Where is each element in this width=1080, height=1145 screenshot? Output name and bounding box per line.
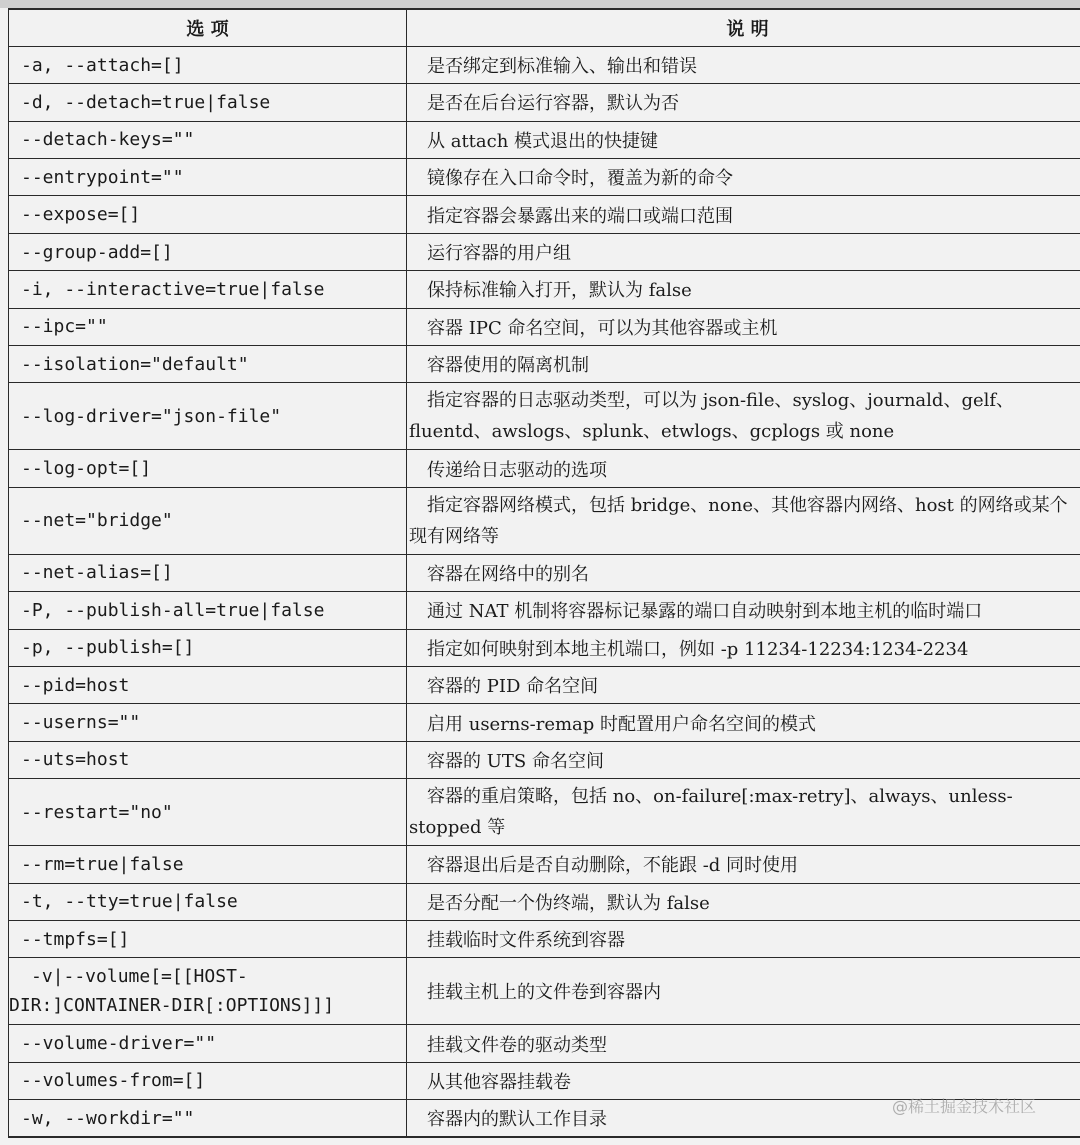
description-cell: 是否绑定到标准输入、输出和错误 (407, 46, 1080, 83)
table-row (9, 592, 1080, 629)
option-cell: --volume-driver="" (9, 1025, 407, 1062)
description-cell: 容器在网络中的别名 (407, 554, 1080, 591)
option-cell: --userns="" (9, 704, 407, 741)
option-cell: --rm=true|false (9, 846, 407, 883)
description-cell: 挂载主机上的文件卷到容器内 (407, 958, 1080, 1025)
table-row (9, 383, 1080, 450)
option-cell: -a, --attach=[] (9, 46, 407, 83)
description-cell: 容器使用的隔离机制 (407, 346, 1080, 383)
description-cell: 从其他容器挂载卷 (407, 1062, 1080, 1099)
description-cell: 是否在后台运行容器，默认为否 (407, 84, 1080, 121)
option-cell: --uts=host (9, 741, 407, 778)
option-cell: --log-opt=[] (9, 450, 407, 487)
option-cell: -p, --publish=[] (9, 629, 407, 666)
option-cell: --entrypoint="" (9, 159, 407, 196)
header-option: 选 项 (9, 9, 407, 46)
table-row (9, 450, 1080, 487)
table-row (9, 196, 1080, 233)
description-cell: 容器的重启策略，包括 no、on-failure[:max-retry]、always、unless-stopped 等 (407, 779, 1080, 846)
option-cell: --volumes-from=[] (9, 1062, 407, 1099)
option-cell: -v|--volume[=[[HOST-DIR:]CONTAINER-DIR[:OPTIONS]]] (9, 958, 407, 1025)
table-row (9, 666, 1080, 703)
description-cell: 容器退出后是否自动删除，不能跟 -d 同时使用 (407, 846, 1080, 883)
table-row (9, 121, 1080, 158)
table-row (9, 84, 1080, 121)
table-row (9, 920, 1080, 957)
description-cell: 容器内的默认工作目录 (407, 1100, 1080, 1137)
docker-run-options-table (8, 8, 1080, 1138)
table-row (9, 779, 1080, 846)
description-cell: 容器 IPC 命名空间，可以为其他容器或主机 (407, 308, 1080, 345)
description-cell: 容器的 PID 命名空间 (407, 666, 1080, 703)
description-cell: 挂载临时文件系统到容器 (407, 920, 1080, 957)
table-row (9, 554, 1080, 591)
option-cell: --restart="no" (9, 779, 407, 846)
watermark: @稀土掘金技术社区 (892, 1097, 1037, 1116)
header-description: 说 明 (407, 9, 1080, 46)
table-row (9, 46, 1080, 83)
table-row (9, 159, 1080, 196)
description-cell: 指定如何映射到本地主机端口，例如 -p 11234-12234:1234-2234 (407, 629, 1080, 666)
description-cell: 保持标准输入打开，默认为 false (407, 271, 1080, 308)
table-row (9, 1025, 1080, 1062)
description-cell: 传递给日志驱动的选项 (407, 450, 1080, 487)
option-cell: -i, --interactive=true|false (9, 271, 407, 308)
option-cell: --net="bridge" (9, 487, 407, 554)
option-cell: --group-add=[] (9, 233, 407, 270)
option-cell: --expose=[] (9, 196, 407, 233)
option-cell: -d, --detach=true|false (9, 84, 407, 121)
option-cell: -t, --tty=true|false (9, 883, 407, 920)
table-row (9, 487, 1080, 554)
description-cell: 从 attach 模式退出的快捷键 (407, 121, 1080, 158)
table-row (9, 883, 1080, 920)
description-cell: 启用 userns-remap 时配置用户命名空间的模式 (407, 704, 1080, 741)
description-cell: 镜像存在入口命令时，覆盖为新的命令 (407, 159, 1080, 196)
top-edge (0, 0, 1080, 8)
option-cell: --net-alias=[] (9, 554, 407, 591)
option-cell: -w, --workdir="" (9, 1100, 407, 1137)
table-row (9, 704, 1080, 741)
table-header-row (9, 9, 1080, 46)
table-row (9, 629, 1080, 666)
option-cell: --tmpfs=[] (9, 920, 407, 957)
option-cell: --pid=host (9, 666, 407, 703)
option-cell: --detach-keys="" (9, 121, 407, 158)
description-cell: 指定容器的日志驱动类型，可以为 json-file、syslog、journald、gelf、fluentd、awslogs、splunk、etwlogs、gcplogs 或 none (407, 383, 1080, 450)
table-row (9, 958, 1080, 1025)
description-cell: 指定容器网络模式，包括 bridge、none、其他容器内网络、host 的网络或某个现有网络等 (407, 487, 1080, 554)
description-cell: 指定容器会暴露出来的端口或端口范围 (407, 196, 1080, 233)
option-cell: --ipc="" (9, 308, 407, 345)
table-row (9, 271, 1080, 308)
option-cell: -P, --publish-all=true|false (9, 592, 407, 629)
table-row (9, 846, 1080, 883)
option-cell: --isolation="default" (9, 346, 407, 383)
table-row (9, 741, 1080, 778)
description-cell: 是否分配一个伪终端，默认为 false (407, 883, 1080, 920)
table-row (9, 233, 1080, 270)
table-row (9, 346, 1080, 383)
description-cell: 运行容器的用户组 (407, 233, 1080, 270)
option-cell: --log-driver="json-file" (9, 383, 407, 450)
description-cell: 通过 NAT 机制将容器标记暴露的端口自动映射到本地主机的临时端口 (407, 592, 1080, 629)
table-row (9, 308, 1080, 345)
description-cell: 容器的 UTS 命名空间 (407, 741, 1080, 778)
description-cell: 挂载文件卷的驱动类型 (407, 1025, 1080, 1062)
